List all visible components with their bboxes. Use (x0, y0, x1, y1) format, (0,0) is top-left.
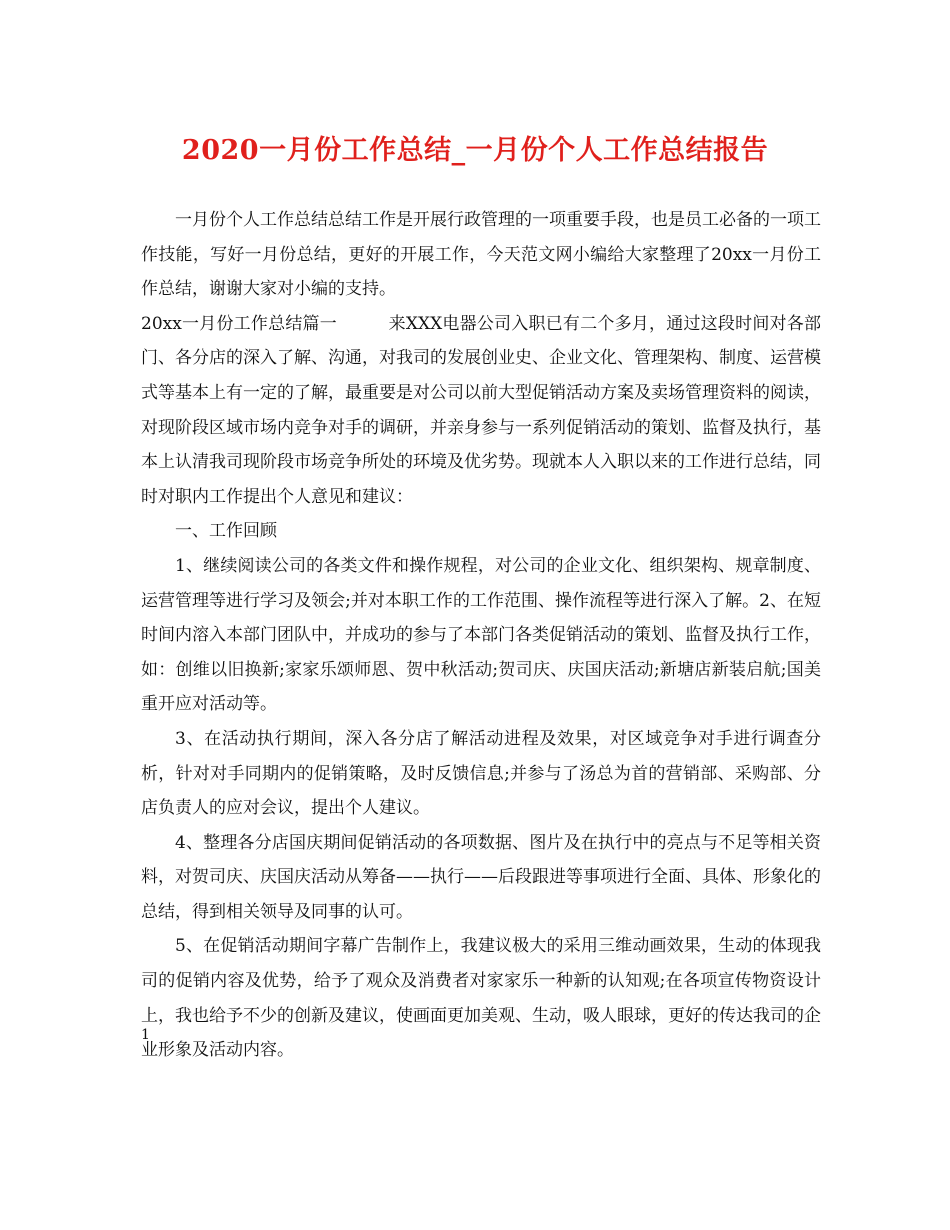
document-title: 2020一月份工作总结_一月份个人工作总结报告 (181, 135, 769, 166)
body-paragraph: 5、在促销活动期间字幕广告制作上，我建议极大的采用三维动画效果，生动的体现我司的促销内容及优势，给予了观众及消费者对家家乐一种新的认知观;在各项宣传物资设计上，我也给予不少的创新及建议，使画面更加美观、生动，吸人眼球，更好的传达我司的企业形象及活动内容。 (141, 936, 821, 1061)
body-paragraph: 20xx一月份工作总结篇一 来XXX电器公司入职已有二个多月，通过这段时间对各部门、各分店的深入了解、沟通，对我司的发展创业史、企业文化、管理架构、制度、运营模式等基本上有一定的了解，最重要是对公司以前大型促销活动方案及卖场管理资料的阅读，对现阶段区域市场内竞争对手的调研，并亲身参与一系列促销活动的策划、监督及执行，基本上认清我司现阶段市场竞争所处的环境及优劣势。现就本人入职以来的工作进行总结，同时对职内工作提出个人意见和建议： (141, 313, 821, 507)
body-paragraph: 一月份个人工作总结总结工作是开展行政管理的一项重要手段，也是员工必备的一项工作技能，写好一月份总结，更好的开展工作，今天范文网小编给大家整理了20xx一月份工作总结，谢谢大家对小编的支持。 (141, 210, 821, 300)
body-paragraph: 4、整理各分店国庆期间促销活动的各项数据、图片及在执行中的亮点与不足等相关资料，对贺司庆、庆国庆活动从筹备——执行——后段跟进等事项进行全面、具体、形象化的总结，得到相关领导及同事的认可。 (141, 832, 821, 922)
section-heading: 一、工作回顾 (175, 521, 277, 542)
page-number: 1 (141, 1027, 150, 1043)
document-body (141, 203, 821, 1068)
body-paragraph: 1、继续阅读公司的各类文件和操作规程，对公司的企业文化、组织架构、规章制度、运营管理等进行学习及领会;并对本职工作的工作范围、操作流程等进行深入了解。2、在短时间内溶入本部门团队中，并成功的参与了本部门各类促销活动的策划、监督及执行工作，如：创维以旧换新;家家乐颂师恩、贺中秋活动;贺司庆、庆国庆活动;新塘店新装启航;国美重开应对活动等。 (141, 555, 821, 715)
body-paragraph: 3、在活动执行期间，深入各分店了解活动进程及效果，对区域竞争对手进行调查分析，针对对手同期内的促销策略，及时反馈信息;并参与了汤总为首的营销部、采购部、分店负责人的应对会议，提出个人建议。 (141, 728, 821, 819)
